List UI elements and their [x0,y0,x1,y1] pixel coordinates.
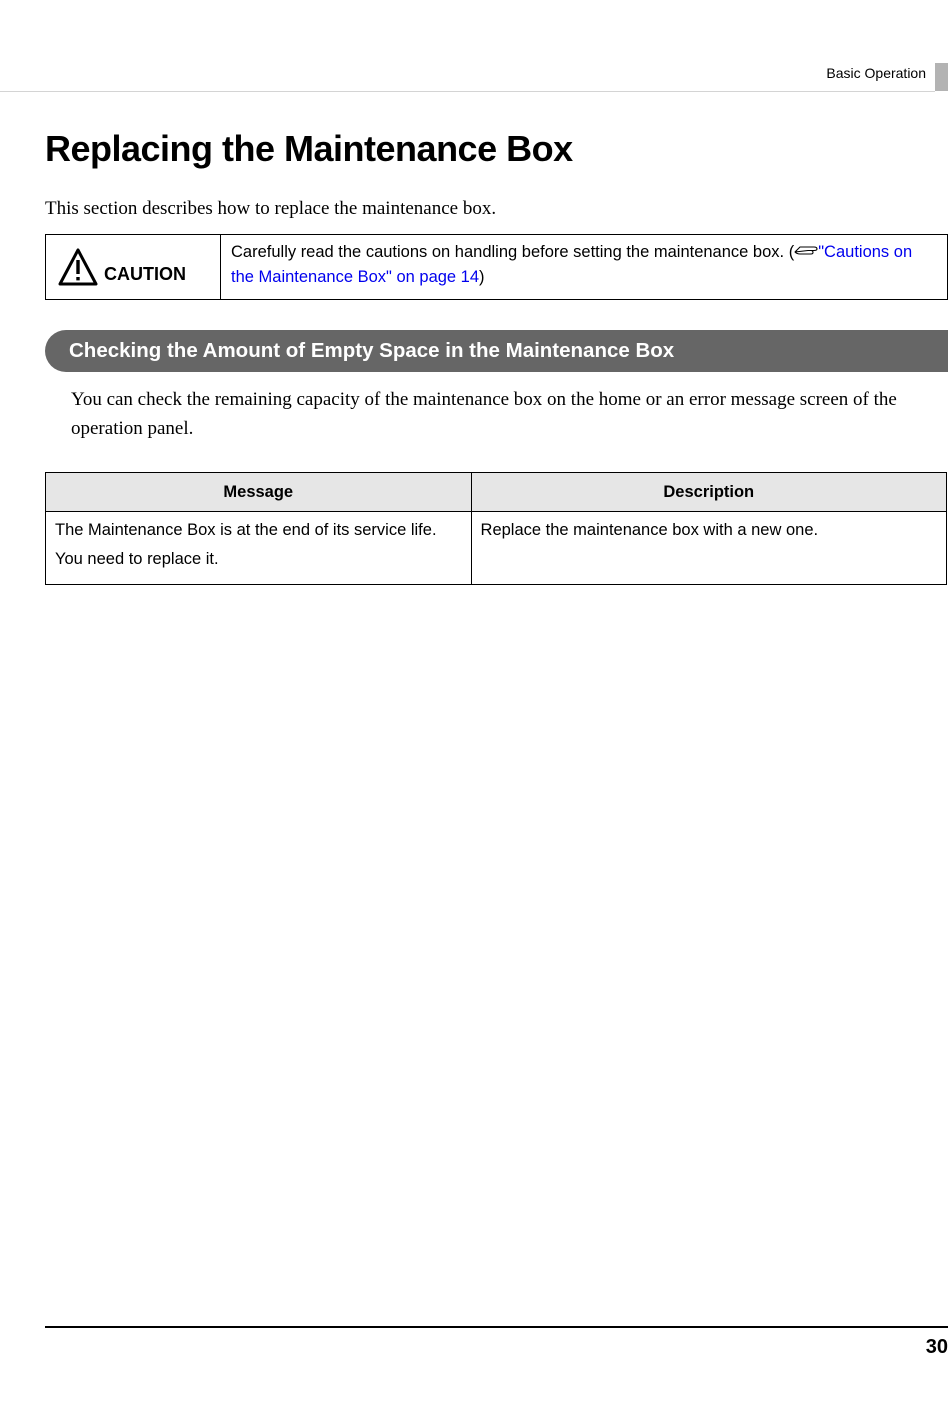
header-rule [0,91,935,92]
message-cell [46,512,472,585]
caution-text [221,235,947,299]
section-heading: Checking the Amount of Empty Space in the Maintenance Box [45,330,948,372]
intro-text: This section describes how to replace the maintenance box. [45,198,497,219]
warning-triangle-icon [58,247,98,287]
section-body-text: You can check the remaining capacity of the maintenance box on the home or an error message screen of the operation panel. [71,389,897,439]
message-line: You need to replace it. [55,550,219,568]
table-row [46,512,947,585]
caution-text-before: Carefully read the cautions on handling before setting the maintenance box. ( [231,243,795,261]
caution-text-after: ) [479,268,485,286]
message-table [45,472,947,585]
page-title: Replacing the Maintenance Box [45,128,573,169]
caution-link[interactable]: "Cautions on the Maintenance Box" on page 14 [231,243,913,286]
header-section-label: Basic Operation [826,65,926,81]
caution-box [45,234,948,300]
header-tab-marker [935,63,948,91]
footer-rule [45,1326,948,1328]
message-line: The Maintenance Box is at the end of its service life. [55,521,437,539]
description-cell: Replace the maintenance box with a new one. [471,512,946,585]
table-header-row [46,473,947,512]
page-number: 30 [925,1336,948,1358]
pointing-hand-icon [794,244,818,258]
caution-label-cell [46,235,221,299]
caution-label: CAUTION [104,263,186,284]
column-header-message: Message [46,473,472,512]
column-header-description: Description [471,473,946,512]
